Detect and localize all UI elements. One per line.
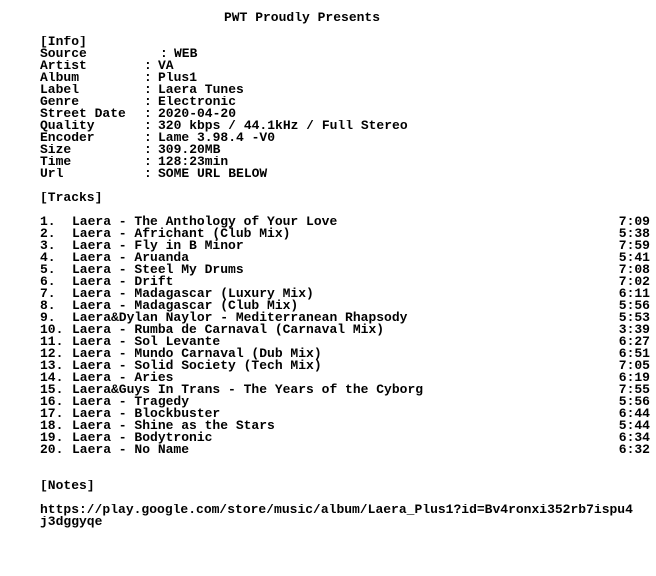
info-field-value: Electronic [158, 96, 237, 108]
track-number: 18. [40, 418, 64, 433]
track-title: Laera - No Name [72, 442, 190, 457]
info-field-key: Genre [40, 96, 80, 108]
track-number: 6. [40, 274, 56, 289]
track-title: Laera - Madagascar (Club Mix) [72, 298, 299, 313]
track-number: 3. [40, 238, 56, 253]
track-title: Laera - Tragedy [72, 394, 190, 409]
info-fields [40, 48, 650, 180]
info-field-key: Time [40, 156, 72, 168]
notes-section-label: [Notes] [40, 480, 95, 492]
info-field-value: VA [158, 60, 174, 72]
info-field-row [40, 84, 650, 96]
track-title: Laera - Aries [72, 370, 174, 385]
info-field-row [40, 108, 650, 120]
track-title: Laera&Dylan Naylor - Mediterranean Rhapsody [72, 310, 408, 325]
track-number: 11. [40, 334, 64, 349]
track-title: Laera - Bodytronic [72, 430, 213, 445]
track-title: Laera - Rumba de Carnaval (Carnaval Mix) [72, 322, 385, 337]
track-time: 5:56 [618, 298, 650, 313]
info-field-row [40, 120, 650, 132]
track-time: 5:53 [618, 310, 650, 325]
info-field-row [40, 156, 650, 168]
track-time: 7:55 [618, 382, 650, 397]
track-time: 6:19 [618, 370, 650, 385]
track-title: Laera - Africhant (Club Mix) [72, 226, 291, 241]
info-field-row [40, 132, 650, 144]
info-field-key: Encoder [40, 132, 95, 144]
track-number: 9. [40, 310, 56, 325]
track-number: 13. [40, 358, 64, 373]
info-field-row [40, 60, 650, 72]
track-number: 19. [40, 430, 64, 445]
info-section-label: [Info] [40, 36, 87, 48]
track-time: 6:32 [618, 442, 650, 457]
info-field-separator: : [144, 132, 152, 144]
track-time: 7:02 [618, 274, 650, 289]
info-field-value: Laera Tunes [158, 84, 244, 96]
spacer [40, 468, 650, 480]
track-time: 6:11 [618, 286, 650, 301]
track-number: 10. [40, 322, 64, 337]
spacer [40, 180, 650, 192]
track-title: Laera - Drift [72, 274, 174, 289]
info-field-key: Source [40, 48, 87, 60]
info-field-key: Artist [40, 60, 87, 72]
track-number: 15. [40, 382, 64, 397]
info-field-key: Label [40, 84, 80, 96]
track-time: 7:05 [618, 358, 650, 373]
track-number: 4. [40, 250, 56, 265]
info-field-separator: : [144, 156, 152, 168]
track-title: Laera - Solid Society (Tech Mix) [72, 358, 322, 373]
info-field-key: Size [40, 144, 72, 156]
info-field-value: 320 kbps / 44.1kHz / Full Stereo [158, 120, 408, 132]
track-time: 7:59 [618, 238, 650, 253]
track-time: 6:34 [618, 430, 650, 445]
info-field-separator: : [144, 96, 152, 108]
track-number: 20. [40, 442, 64, 457]
track-number: 12. [40, 346, 64, 361]
track-time: 6:51 [618, 346, 650, 361]
info-field-row [40, 144, 650, 156]
page-title: PWT Proudly Presents [224, 12, 381, 24]
track-time: 5:44 [618, 418, 650, 433]
info-field-separator: : [160, 48, 168, 60]
info-field-row [40, 96, 650, 108]
track-number: 2. [40, 226, 56, 241]
track-title: Laera - Sol Levante [72, 334, 221, 349]
info-field-row [40, 72, 650, 84]
info-field-separator: : [144, 84, 152, 96]
track-time: 6:27 [618, 334, 650, 349]
track-time: 3:39 [618, 322, 650, 337]
track-title: Laera - The Anthology of Your Love [72, 214, 338, 229]
track-title: Laera - Aruanda [72, 250, 190, 265]
track-left [40, 444, 189, 456]
track-time: 5:56 [618, 394, 650, 409]
track-number: 16. [40, 394, 64, 409]
info-field-value: Plus1 [158, 72, 198, 84]
info-field-key: Url [40, 168, 64, 180]
track-title: Laera - Shine as the Stars [72, 418, 275, 433]
info-field-value: SOME URL BELOW [158, 168, 268, 180]
info-field-value: 2020-04-20 [158, 108, 237, 120]
track-time: 5:38 [618, 226, 650, 241]
notes-url-line-1[interactable]: https://play.google.com/store/music/album/Laera_Plus1?id=Bv4ronxi352rb7ispu4 [40, 504, 633, 516]
info-field-separator: : [144, 108, 152, 120]
track-number: 17. [40, 406, 64, 421]
track-number: 1. [40, 214, 56, 229]
info-field-key: Street Date [40, 108, 126, 120]
info-field-value: Lame 3.98.4 -V0 [158, 132, 276, 144]
track-number: 7. [40, 286, 56, 301]
track-row [40, 444, 650, 456]
info-field-value: 128:23min [158, 156, 229, 168]
info-field-separator: : [144, 144, 152, 156]
info-field-value: 309.20MB [158, 144, 221, 156]
track-title: Laera - Madagascar (Luxury Mix) [72, 286, 314, 301]
info-field-key: Quality [40, 120, 95, 132]
track-title: Laera - Fly in B Minor [72, 238, 244, 253]
info-field-key: Album [40, 72, 80, 84]
info-field-value: WEB [174, 48, 198, 60]
info-field-row [40, 168, 650, 180]
track-title: Laera&Guys In Trans - The Years of the Cyborg [72, 382, 424, 397]
track-number: 5. [40, 262, 56, 277]
track-title: Laera - Blockbuster [72, 406, 221, 421]
spacer [40, 456, 650, 468]
info-field-row [40, 48, 650, 60]
track-title: Laera - Steel My Drums [72, 262, 244, 277]
info-field-separator: : [144, 120, 152, 132]
track-title: Laera - Mundo Carnaval (Dub Mix) [72, 346, 322, 361]
track-time: 5:41 [618, 250, 650, 265]
track-number: 14. [40, 370, 64, 385]
spacer [40, 24, 650, 36]
track-time: 7:09 [618, 214, 650, 229]
notes-url-line-2[interactable]: j3dggyqe [40, 516, 103, 528]
track-time: 6:44 [618, 406, 650, 421]
info-field-separator: : [144, 72, 152, 84]
spacer [40, 492, 650, 504]
track-list [40, 216, 650, 456]
tracks-section-label: [Tracks] [40, 192, 103, 204]
info-field-separator: : [144, 60, 152, 72]
nfo-document [40, 12, 650, 528]
info-field-separator: : [144, 168, 152, 180]
track-time: 7:08 [618, 262, 650, 277]
track-number: 8. [40, 298, 56, 313]
